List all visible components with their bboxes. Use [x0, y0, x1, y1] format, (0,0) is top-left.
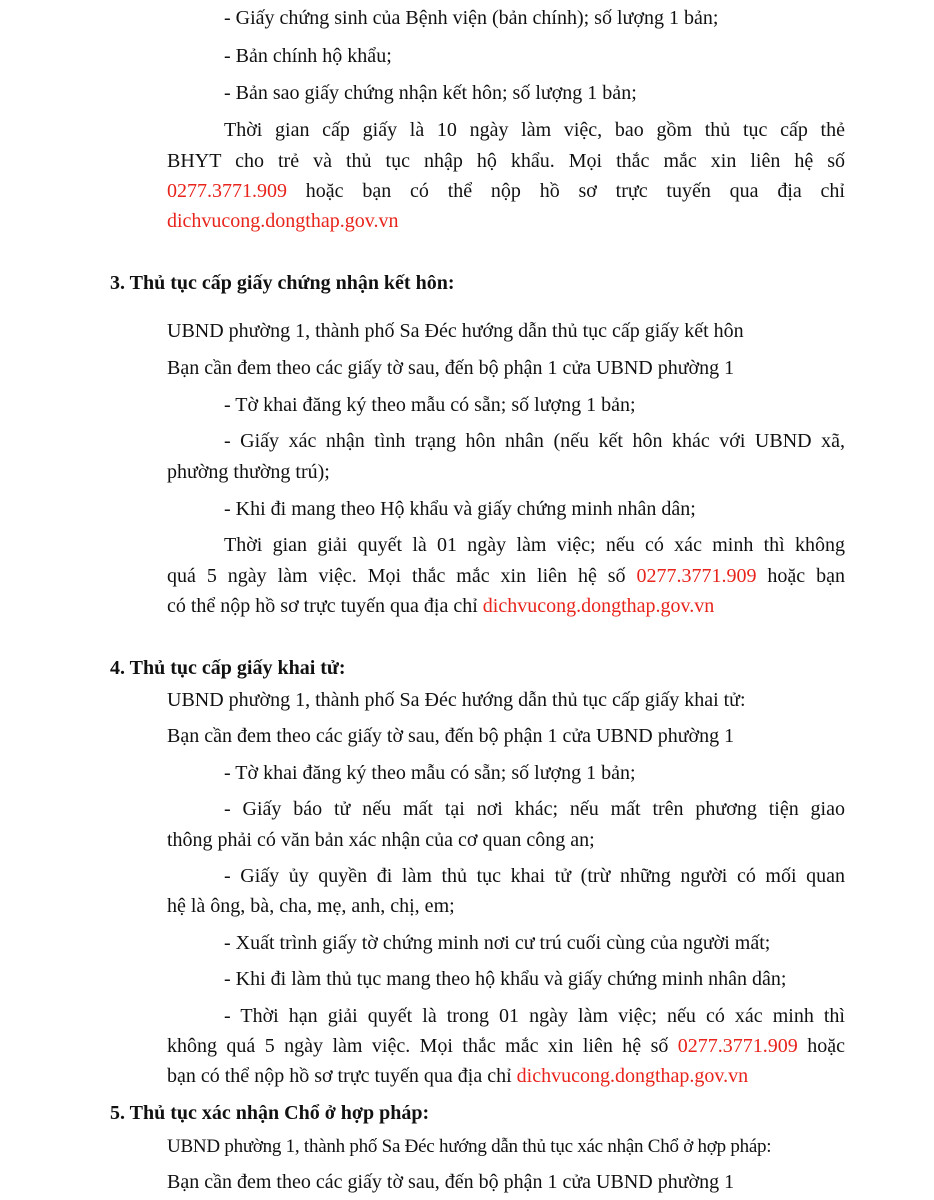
paragraph-line: Thời gian giải quyết là 01 ngày làm việc; nếu có xác minh thì không — [224, 534, 845, 556]
bullet-line: - Giấy xác nhận tình trạng hôn nhân (nếu kết hôn khác với UBND xã, — [224, 430, 845, 452]
paragraph-line: quá 5 ngày làm việc. Mọi thắc mắc xin liên hệ số 0277.3771.909 hoặc bạn — [167, 565, 845, 587]
section-heading: 3. Thủ tục cấp giấy chứng nhận kết hôn: — [110, 272, 455, 294]
phone-number: 0277.3771.909 — [677, 1035, 798, 1057]
paragraph-line: bạn có thể nộp hồ sơ trực tuyến qua địa chỉ dichvucong.dongthap.gov.vn — [167, 1065, 749, 1087]
bullet-line: - Giấy ủy quyền đi làm thủ tục khai tử (trừ những người có mối quan — [224, 865, 845, 887]
website-link[interactable]: dichvucong.dongthap.gov.vn — [516, 1065, 749, 1087]
bullet-line: - Bản sao giấy chứng nhận kết hôn; số lượng 1 bản; — [224, 82, 637, 104]
paragraph-line: UBND phường 1, thành phố Sa Đéc hướng dẫn thủ tục cấp giấy kết hôn — [167, 320, 744, 342]
paragraph-line: UBND phường 1, thành phố Sa Đéc hướng dẫn thủ tục xác nhận Chổ ở hợp pháp: — [167, 1136, 772, 1157]
paragraph-line: Thời gian cấp giấy là 10 ngày làm việc, bao gồm thủ tục cấp thẻ — [224, 119, 845, 141]
bullet-line: - Khi đi làm thủ tục mang theo hộ khẩu và giấy chứng minh nhân dân; — [224, 968, 787, 990]
bullet-line: - Xuất trình giấy tờ chứng minh nơi cư trú cuối cùng của người mất; — [224, 932, 771, 954]
paragraph-line: 0277.3771.909 hoặc bạn có thể nộp hồ sơ trực tuyến qua địa chỉ — [167, 180, 845, 202]
bullet-line: - Tờ khai đăng ký theo mẫu có sẵn; số lượng 1 bản; — [224, 394, 636, 416]
website-link[interactable]: dichvucong.dongthap.gov.vn — [482, 595, 715, 617]
paragraph-line: có thể nộp hồ sơ trực tuyến qua địa chỉ dichvucong.dongthap.gov.vn — [167, 595, 715, 617]
bullet-line: - Giấy chứng sinh của Bệnh viện (bản chính); số lượng 1 bản; — [224, 7, 719, 29]
paragraph-line: Bạn cần đem theo các giấy tờ sau, đến bộ phận 1 cửa UBND phường 1 — [167, 725, 735, 747]
section-heading: 5. Thủ tục xác nhận Chổ ở hợp pháp: — [110, 1102, 430, 1124]
paragraph-line: không quá 5 ngày làm việc. Mọi thắc mắc xin liên hệ số 0277.3771.909 hoặc — [167, 1035, 845, 1057]
bullet-line: - Tờ khai đăng ký theo mẫu có sẵn; số lượng 1 bản; — [224, 762, 636, 784]
paragraph-line: thông phải có văn bản xác nhận của cơ quan công an; — [167, 829, 595, 851]
paragraph-line: UBND phường 1, thành phố Sa Đéc hướng dẫn thủ tục cấp giấy khai tử: — [167, 689, 746, 711]
bullet-line: - Thời hạn giải quyết là trong 01 ngày làm việc; nếu có xác minh thì — [224, 1005, 845, 1027]
section-heading: 4. Thủ tục cấp giấy khai tử: — [110, 657, 346, 679]
paragraph-line: BHYT cho trẻ và thủ tục nhập hộ khẩu. Mọi thắc mắc xin liên hệ số — [167, 150, 845, 172]
bullet-line: - Bản chính hộ khẩu; — [224, 45, 392, 67]
phone-number: 0277.3771.909 — [167, 180, 287, 202]
paragraph-line: hệ là ông, bà, cha, mẹ, anh, chị, em; — [167, 895, 455, 917]
paragraph-line — [167, 208, 398, 234]
paragraph-line: Bạn cần đem theo các giấy tờ sau, đến bộ phận 1 cửa UBND phường 1 — [167, 357, 735, 379]
paragraph-line: Bạn cần đem theo các giấy tờ sau, đến bộ phận 1 cửa UBND phường 1 — [167, 1171, 735, 1193]
phone-number: 0277.3771.909 — [636, 565, 757, 587]
bullet-line: - Giấy báo tử nếu mất tại nơi khác; nếu mất trên phương tiện giao — [224, 798, 845, 820]
paragraph-line: phường thường trú); — [167, 461, 330, 483]
bullet-line: - Khi đi mang theo Hộ khẩu và giấy chứng minh nhân dân; — [224, 498, 696, 520]
website-link[interactable]: dichvucong.dongthap.gov.vn — [167, 210, 399, 232]
